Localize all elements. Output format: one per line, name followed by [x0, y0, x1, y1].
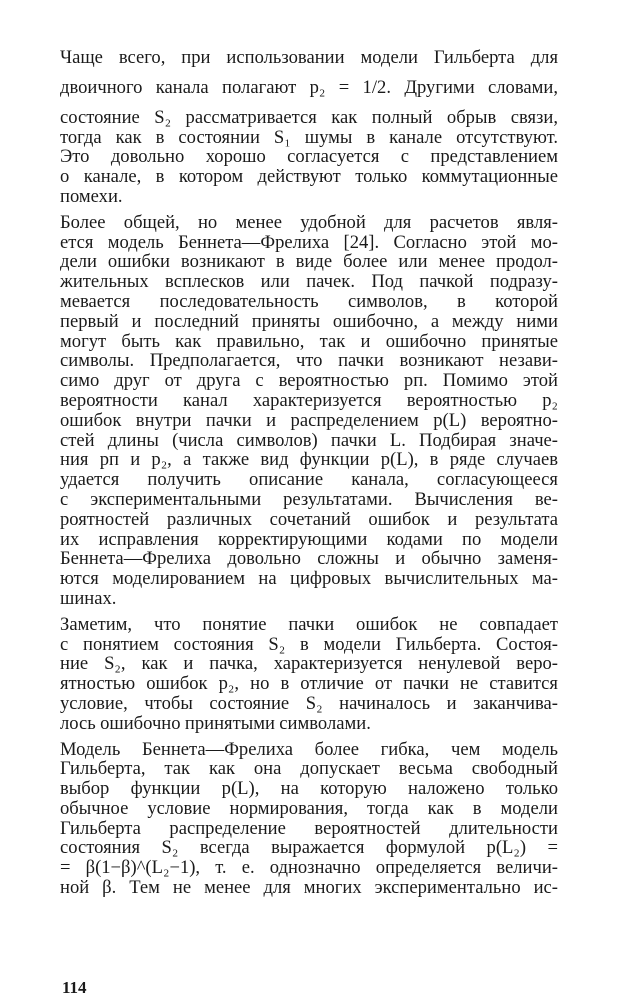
text-line: роятностей различных сочетаний ошибок и результата — [60, 508, 558, 530]
text-line: могут быть как правильно, так и ошибочно принятые — [60, 330, 558, 352]
text-line: ния pп и p₂, а также вид функции p(L), в ряде случаев — [60, 449, 558, 471]
text-line: ние S₂, как и пачка, характеризуется ненулевой веро- — [60, 653, 558, 675]
text-line: с понятием состояния S₂ в модели Гильберта. Состоя- — [60, 633, 558, 655]
paragraph-2 — [60, 213, 558, 609]
text-line: тогда как в состоянии S₁ шумы в канале отсутствуют. — [60, 126, 558, 148]
paragraph-1 — [60, 48, 558, 207]
text-line: ошибок внутри пачки и распределением p(L) вероятно- — [60, 409, 558, 431]
paragraph-3 — [60, 615, 558, 734]
text-line: удается получить описание канала, согласующееся — [60, 469, 558, 491]
text-line: ной β. Тем не менее для многих экспериментально ис- — [60, 877, 558, 899]
text-line: состояния S₂ всегда выражается формулой p(L₂) = — [60, 837, 558, 859]
text-line: Чаще всего, при использовании модели Гильберта для — [60, 47, 558, 68]
paragraph-4 — [60, 740, 558, 898]
text-line: Заметим, что понятие пачки ошибок не совпадает — [60, 613, 558, 635]
text-line: Гильберта, так как она допускает весьма свободный — [60, 758, 558, 780]
text-line: стей длины (числа символов) пачки L. Подбирая значе- — [60, 429, 558, 451]
text-line: их исправления корректирующими кодами по модели — [60, 528, 558, 550]
text-line-with-fraction: двоичного канала полагают p₂ = 1/2. Другими словами, — [60, 76, 558, 98]
text-line: Более общей, но менее удобной для расчетов явля- — [60, 211, 558, 233]
text-line: жительных всплесков или пачек. Под пачкой подразу- — [60, 271, 558, 293]
text-line-formula: = β(1−β)^(L₂−1), т. е. однозначно определяется величи- — [60, 857, 558, 879]
text-line: Беннета—Фрелиха довольно сложны и обычно заменя- — [60, 548, 558, 570]
text-line: ется модель Беннета—Фрелиха [24]. Согласно этой мо- — [60, 231, 558, 253]
text-line: помехи. — [60, 185, 123, 207]
text-line: о канале, в котором действуют только коммутационные — [60, 166, 558, 188]
text-line: условие, чтобы состояние S₂ начиналось и заканчива- — [60, 692, 558, 714]
text-line: дели ошибки возникают в виде более или менее продол- — [60, 251, 558, 273]
book-page — [60, 47, 558, 997]
text-line: мевается последовательность символов, в которой — [60, 290, 558, 312]
text-line: ятностью ошибок p₂, но в отличие от пачки не ставится — [60, 673, 558, 695]
text-line: первый и последний приняты ошибочно, а между ними — [60, 310, 558, 332]
text-line: шинах. — [60, 587, 117, 609]
text-line: символы. Предполагается, что пачки возникают незави- — [60, 350, 558, 372]
text-line: ются моделированием на цифровых вычислительных ма- — [60, 568, 558, 590]
text-line: состояние S₂ рассматривается как полный обрыв связи, — [60, 106, 558, 128]
text-line: обычное условие нормирования, тогда как в модели — [60, 797, 558, 819]
text-line: Это довольно хорошо согласуется с представлением — [60, 146, 558, 168]
text-line: симо друг от друга с вероятностью pп. Помимо этой — [60, 370, 558, 392]
page-number: 114 — [62, 978, 87, 997]
text-line: Модель Беннета—Фрелиха более гибка, чем модель — [60, 738, 558, 760]
text-line: Гильберта распределение вероятностей длительности — [60, 817, 558, 839]
text-line: выбор функции p(L), на которую наложено только — [60, 778, 558, 800]
text-line: с экспериментальными результатами. Вычисления ве- — [60, 488, 558, 510]
text-line: лось ошибочно принятыми символами. — [60, 712, 371, 734]
text-line: вероятности канал характеризуется вероятностью p₂ — [60, 389, 558, 411]
